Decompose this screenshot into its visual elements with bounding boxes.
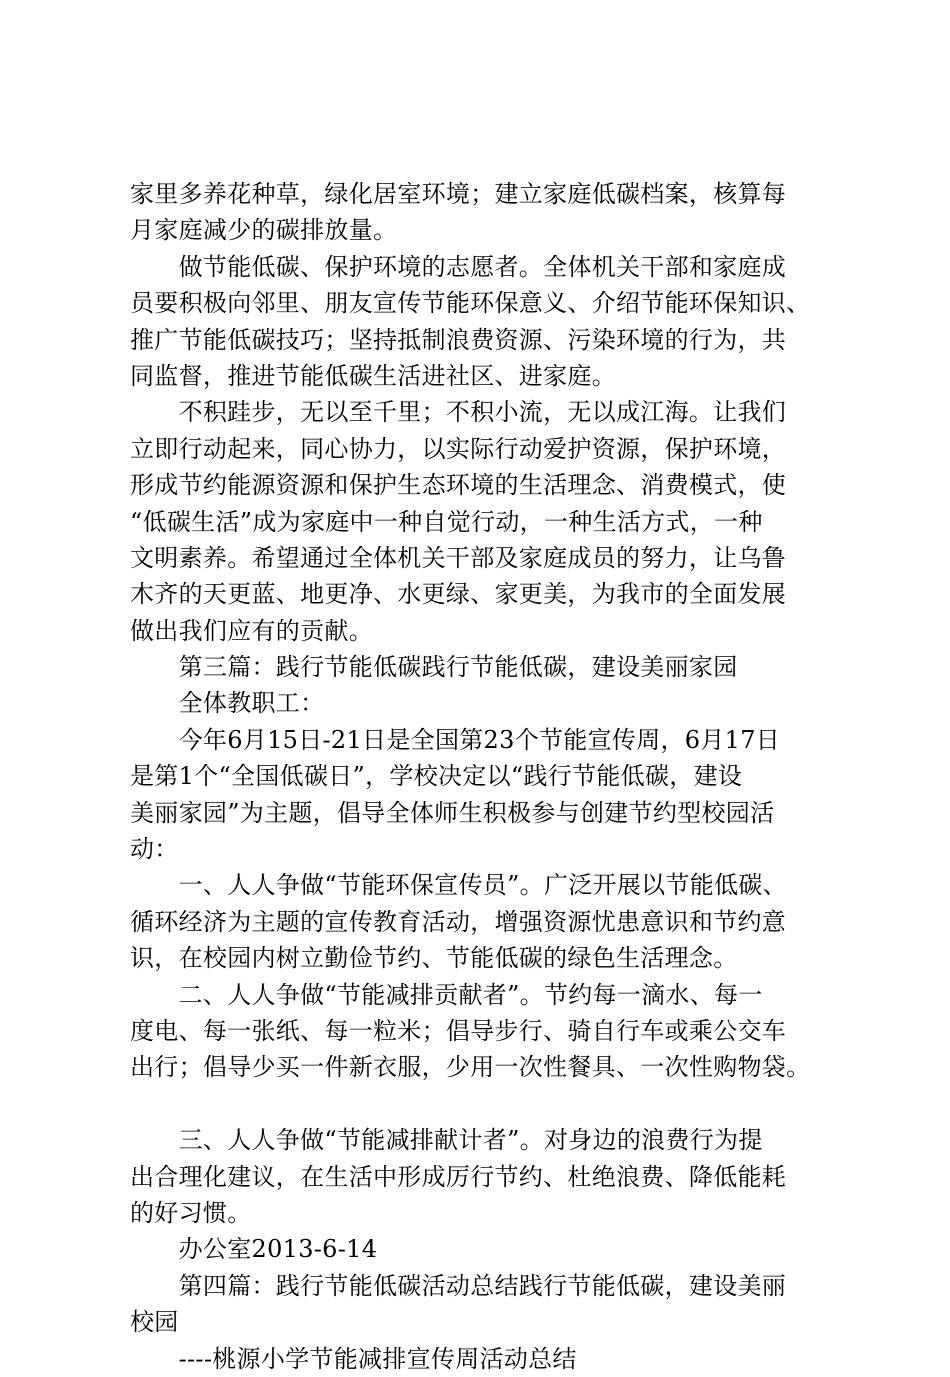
text-line: 二、人人争做“节能减排贡献者”。节约每一滴水、每一 bbox=[130, 980, 763, 1009]
document-body bbox=[130, 176, 865, 1377]
text-line: 推广节能低碳技巧；坚持抵制浪费资源、污染环境的行为，共 bbox=[130, 325, 787, 354]
text-line: 识，在校园内树立勤俭节约、节能低碳的绿色生活理念。 bbox=[130, 944, 738, 973]
text-line: “低碳生活”成为家庭中一种自觉行动，一种生活方式，一种 bbox=[130, 507, 763, 536]
text-line: 今年6月15日-21日是全国第23个节能宣传周，6月17日 bbox=[130, 725, 781, 754]
signature-date: 办公室2013-6-14 bbox=[130, 1235, 378, 1264]
text-line: 三、人人争做“节能减排献计者”。对身边的浪费行为提 bbox=[130, 1126, 763, 1155]
text-line: 是第1个“全国低碳日”，学校决定以“践行节能低碳，建设 bbox=[130, 762, 743, 791]
text-line: 循环经济为主题的宣传教育活动，增强资源忧患意识和节约意 bbox=[130, 907, 787, 936]
text-line: 出行；倡导少买一件新衣服，少用一次性餐具、一次性购物袋。 bbox=[130, 1053, 811, 1082]
text-line: 同监督，推进节能低碳生活进社区、进家庭。 bbox=[130, 361, 616, 390]
section-heading-4-cont: 校园 bbox=[130, 1308, 179, 1337]
text-line: 立即行动起来，同心协力，以实际行动爱护资源，保护环境， bbox=[130, 434, 787, 463]
text-line: 形成节约能源资源和保护生态环境的生活理念、消费模式，使 bbox=[130, 471, 787, 500]
text-line: 员要积极向邻里、朋友宣传节能环保意义、介绍节能环保知识、 bbox=[130, 289, 811, 318]
text-line: 的好习惯。 bbox=[130, 1198, 252, 1227]
text-line: 美丽家园”为主题，倡导全体师生积极参与创建节约型校园活 bbox=[130, 798, 775, 827]
text-line: 文明素养。希望通过全体机关干部及家庭成员的努力，让乌鲁 bbox=[130, 543, 787, 572]
section-heading-3: 第三篇：践行节能低碳践行节能低碳，建设美丽家园 bbox=[130, 653, 738, 682]
text-line: 木齐的天更蓝、地更净、水更绿、家更美，为我市的全面发展 bbox=[130, 580, 787, 609]
salutation: 全体教职工： bbox=[130, 689, 325, 718]
text-line: 不积跬步，无以至千里；不积小流，无以成江海。让我们 bbox=[130, 398, 787, 427]
text-line: 出合理化建议，在生活中形成厉行节约、杜绝浪费、降低能耗 bbox=[130, 1162, 787, 1191]
text-line: 做出我们应有的贡献。 bbox=[130, 616, 373, 645]
subtitle: ----桃源小学节能减排宣传周活动总结 bbox=[130, 1344, 577, 1373]
text-line: 一、人人争做“节能环保宣传员”。广泛开展以节能低碳、 bbox=[130, 871, 787, 900]
blank-line bbox=[130, 1086, 865, 1122]
section-heading-4: 第四篇：践行节能低碳活动总结践行节能低碳，建设美丽 bbox=[130, 1271, 787, 1300]
text-line: 月家庭减少的碳排放量。 bbox=[130, 216, 398, 245]
text-line: 度电、每一张纸、每一粒米；倡导步行、骑自行车或乘公交车 bbox=[130, 1016, 787, 1045]
text-line: 动： bbox=[130, 835, 179, 864]
text-line: 家里多养花种草，绿化居室环境；建立家庭低碳档案，核算每 bbox=[130, 180, 787, 208]
text-line: 做节能低碳、保护环境的志愿者。全体机关干部和家庭成 bbox=[130, 252, 787, 281]
